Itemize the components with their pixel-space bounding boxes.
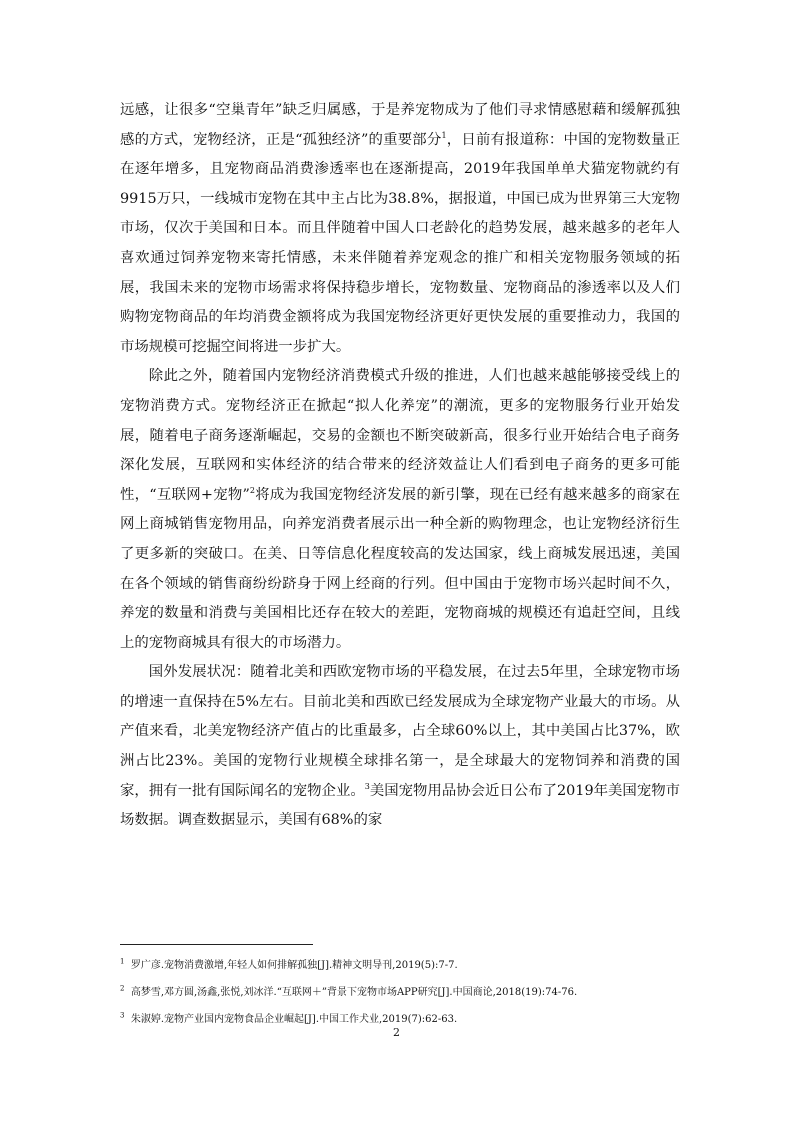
footnote-1 xyxy=(120,952,690,979)
footnote-ref-3[interactable]: 3 xyxy=(364,781,370,791)
footnote-ref-2[interactable]: 2 xyxy=(249,485,255,495)
footnote-mark-1: 1 xyxy=(120,957,125,966)
paragraph-1 xyxy=(120,96,680,362)
paragraph-2-text-a: 除此之外，随着国内宠物经济消费模式升级的推进，人们也越来越能够接受线上的宠物消费方式。宠物经济正在掀起“拟人化养宠”的潮流，更多的宠物服务行业开始发展，随着电子商务逐渐崛起，交易的金额也不断突破新高，很多行业开始结合电子商务深化发展，互联网和实体经济的结合带来的经济效益让人们看到电子商务的更多可能性，“互联网+宠物” xyxy=(120,368,680,503)
paragraph-1-text-a: 远感，让很多“空巢青年”缺乏归属感，于是养宠物成为了他们寻求情感慰藉和缓解孤独感的方式，宠物经济，正是“孤独经济”的重要部分 xyxy=(120,102,680,148)
footnotes xyxy=(120,952,690,1033)
footnote-mark-2: 2 xyxy=(120,984,125,993)
footnote-ref-1[interactable]: 1 xyxy=(441,130,447,140)
paragraph-2 xyxy=(120,362,680,658)
paragraph-3 xyxy=(120,658,680,836)
paragraph-3-text-a: 国外发展状况：随着北美和西欧宠物市场的平稳发展，在过去5年里，全球宠物市场的增速一直保持在5%左右。目前北美和西欧已经发展成为全球宠物产业最大的市场。从产值来看，北美宠物经济产值占的比重最多，占全球60%以上，其中美国占比37%，欧洲占比23%。美国的宠物行业规模全球排名第一，是全球最大的宠物饲养和消费的国家，拥有一批有国际闻名的宠物企业。 xyxy=(120,664,680,799)
footnote-mark-3: 3 xyxy=(120,1011,125,1020)
footnote-2 xyxy=(120,979,690,1006)
page-number: 2 xyxy=(393,1026,400,1039)
footnote-text-1: 罗广彦.宠物消费激增,年轻人如何排解孤独[J].精神文明导刊,2019(5):7-7. xyxy=(130,960,458,971)
body-text xyxy=(120,96,680,836)
paragraph-1-text-b: ，日前有报道称：中国的宠物数量正在逐年增多，且宠物商品消费渗透率也在逐渐提高，2019年我国单单犬猫宠物就约有9915万只，一线城市宠物在其中主占比为38.8%，据报道，中国已成为世界第三大宠物市场，仅次于美国和日本。而且伴随着中国人口老龄化的趋势发展，越来越多的老年人喜欢通过饲养宠物来寄托情感，未来伴随着养宠观念的推广和相关宠物服务领域的拓展，我国未来的宠物市场需求将保持稳步增长，宠物数量、宠物商品的渗透率以及人们购物宠物商品的年均消费金额将成为我国宠物经济更好更快发展的重要推动力，我国的市场规模可挖掘空间将进一步扩大。 xyxy=(120,131,680,355)
footnote-text-2: 高梦雪,邓方圆,汤鑫,张悦,刘冰洋.“互联网＋”背景下宠物市场APP研究[J].中国商论,2018(19):74-76. xyxy=(130,987,578,998)
paragraph-2-text-b: 将成为我国宠物经济发展的新引擎，现在已经有越来越多的商家在网上商城销售宠物用品，向养宠消费者展示出一种全新的购物理念，也让宠物经济衍生了更多新的突破口。在美、日等信息化程度较高的发达国家，线上商城发展迅速，美国在各个领域的销售商纷纷跻身于网上经商的行列。但中国由于宠物市场兴起时间不久，养宠的数量和消费与美国相比还存在较大的差距，宠物商城的规模还有追赶空间，且线上的宠物商城具有很大的市场潜力。 xyxy=(120,486,680,651)
footnote-text-3: 朱淑婷.宠物产业国内宠物食品企业崛起[J].中国工作犬业,2019(7):62-63. xyxy=(130,1014,458,1025)
paragraph-3-text-b: 美国宠物用品协会近日公布了2019年美国宠物市场数据。调查数据显示，美国有68%的家 xyxy=(120,782,681,829)
footnote-separator xyxy=(120,944,313,945)
